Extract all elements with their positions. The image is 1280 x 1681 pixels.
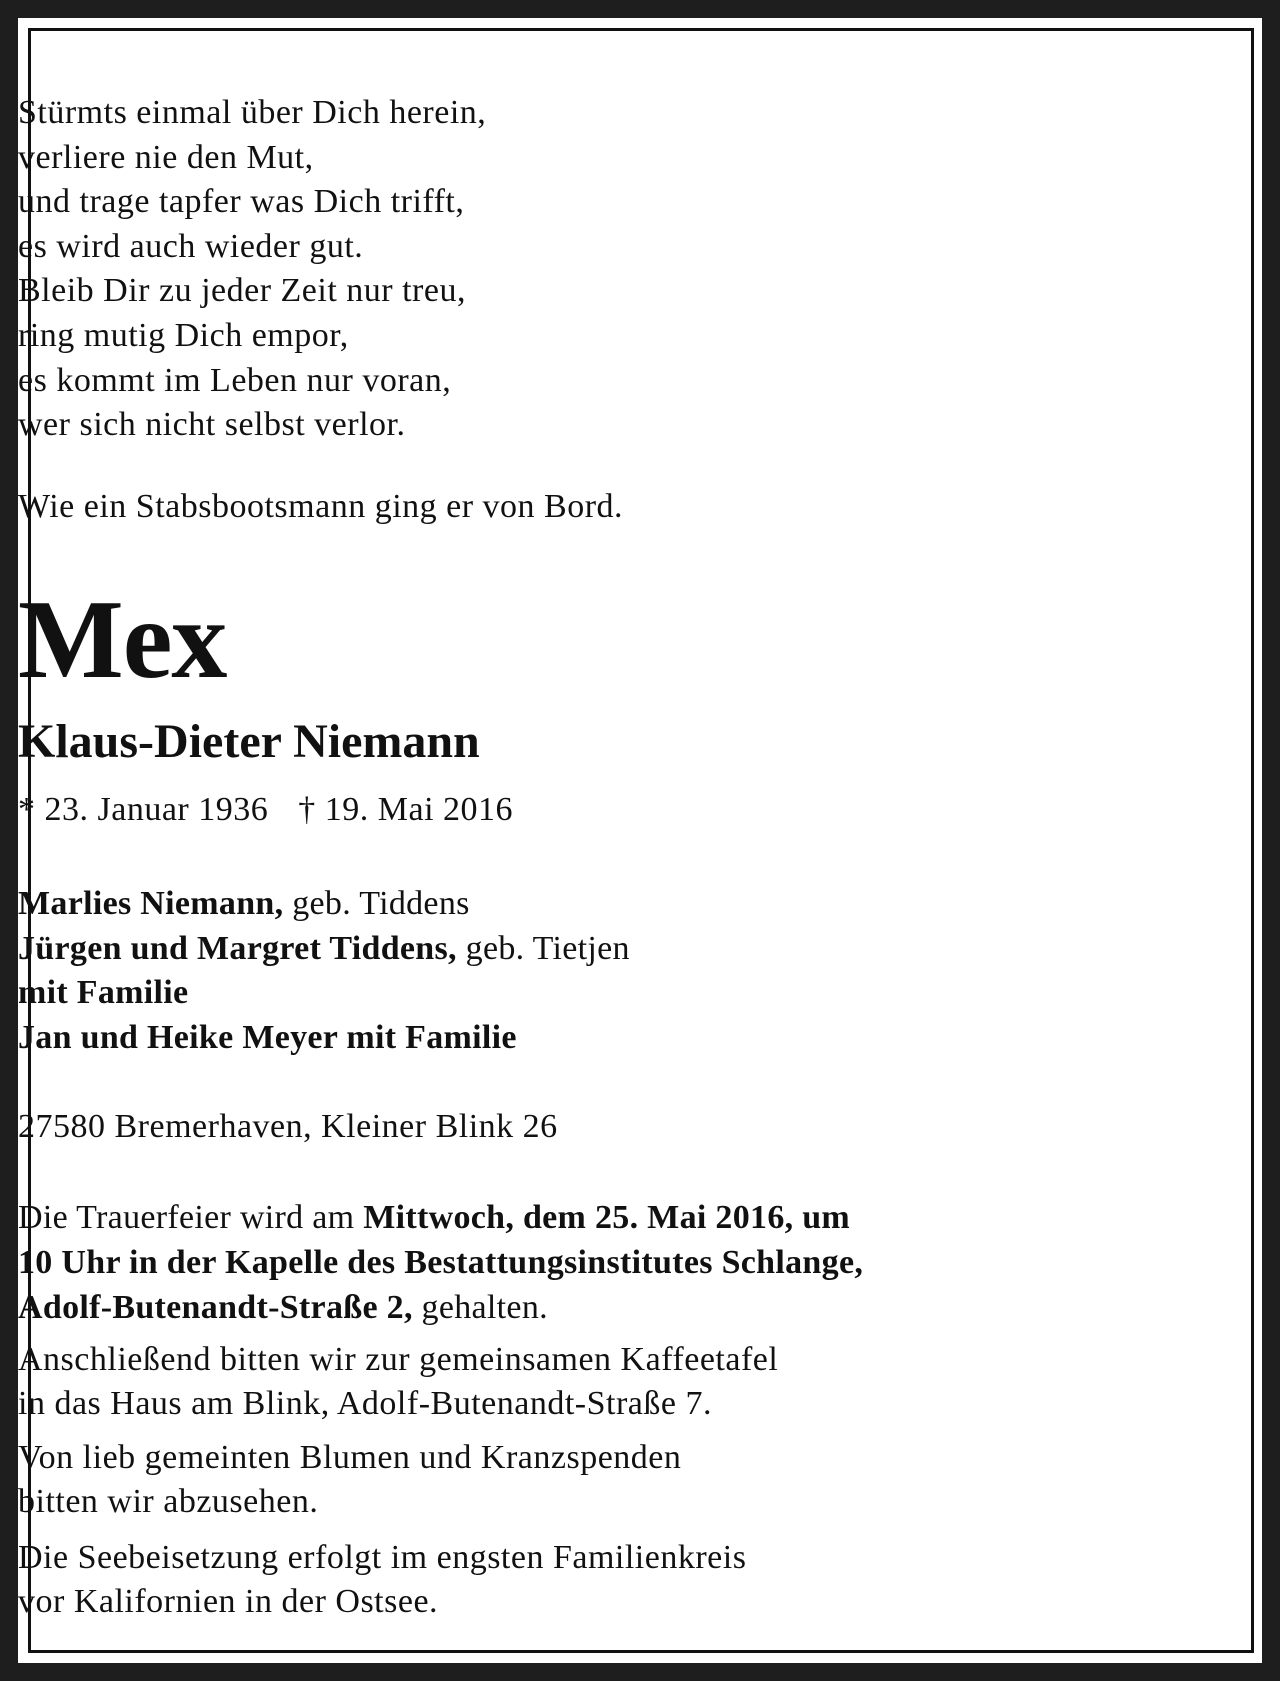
service-line: 10 Uhr in der Kapelle des Bestattungsinstitutes Schlange, bbox=[18, 1244, 864, 1281]
burial-line: vor Kalifornien in der Ostsee. bbox=[18, 1583, 439, 1620]
mourner-line: mit Familie bbox=[18, 974, 189, 1011]
poem-line: verliere nie den Mut, bbox=[18, 138, 314, 176]
coffee-gathering-info bbox=[18, 1338, 1262, 1426]
coffee-line: Anschließend bitten wir zur gemeinsamen Kaffeetafel bbox=[18, 1341, 779, 1378]
coffee-line: in das Haus am Blink, Adolf-Butenandt-Straße 7. bbox=[18, 1385, 712, 1422]
poem-line: wer sich nicht selbst verlor. bbox=[18, 406, 406, 444]
poem bbox=[18, 91, 1262, 448]
mourner-line: Jan und Heike Meyer mit Familie bbox=[18, 1018, 517, 1056]
flowers-line: Von lieb gemeinten Blumen und Kranzspenden bbox=[18, 1439, 682, 1476]
poem-line: Bleib Dir zu jeder Zeit nur treu, bbox=[18, 272, 466, 310]
nickname: Mex bbox=[18, 578, 227, 702]
birth-date: * 23. Januar 1936 bbox=[18, 791, 269, 828]
deceased-full-name: Klaus-Dieter Niemann bbox=[18, 715, 480, 768]
flowers-note bbox=[18, 1436, 1262, 1524]
family-address: 27580 Bremerhaven, Kleiner Blink 26 bbox=[18, 1108, 558, 1145]
motto: Wie ein Stabsbootsmann ging er von Bord. bbox=[18, 488, 624, 525]
flowers-line: bitten wir abzusehen. bbox=[18, 1483, 319, 1520]
mourner-line: Marlies Niemann, geb. Tiddens bbox=[18, 885, 470, 922]
service-line: Die Trauerfeier wird am Mittwoch, dem 25. Mai 2016, um bbox=[18, 1199, 851, 1236]
poem-line: es wird auch wieder gut. bbox=[18, 227, 364, 265]
poem-line: und trage tapfer was Dich trifft, bbox=[18, 183, 465, 221]
life-dates bbox=[18, 788, 1262, 832]
service-line: Adolf-Butenandt-Straße 2, gehalten. bbox=[18, 1289, 548, 1326]
poem-line: es kommt im Leben nur voran, bbox=[18, 361, 452, 399]
burial-line: Die Seebeisetzung erfolgt im engsten Familienkreis bbox=[18, 1539, 747, 1576]
death-date: † 19. Mai 2016 bbox=[298, 791, 514, 828]
poem-line: Stürmts einmal über Dich herein, bbox=[18, 94, 487, 131]
funeral-service-info bbox=[18, 1195, 1262, 1330]
burial-note bbox=[18, 1536, 1262, 1624]
obituary-notice bbox=[18, 18, 1262, 1663]
mourner-line: Jürgen und Margret Tiddens, geb. Tietjen bbox=[18, 929, 630, 967]
poem-line: ring mutig Dich empor, bbox=[18, 316, 349, 354]
mourners-list bbox=[18, 882, 1262, 1060]
